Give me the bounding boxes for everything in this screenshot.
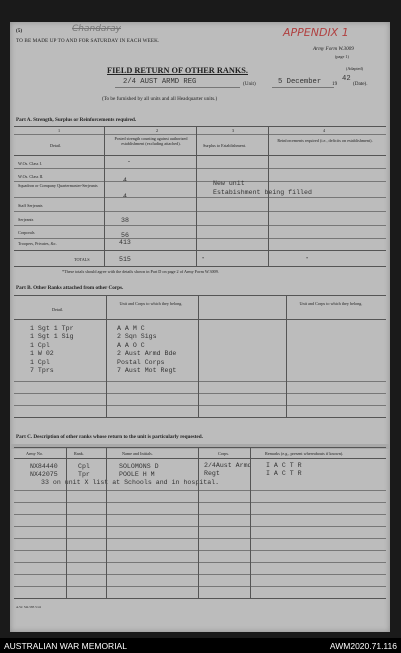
footer-accession-number: AWM2020.71.116 [329, 641, 397, 651]
form-title: FIELD RETURN OF OTHER RANKS. [107, 66, 248, 75]
unit-name: 2/4 AUST ARMD REG [123, 78, 197, 86]
b-unit-list [117, 325, 176, 375]
part-a-title: Part A. Strength, Surplus or Reinforcements required. [16, 117, 137, 123]
serial-number: (5) [16, 28, 23, 34]
row-strength-wo1: - [127, 158, 131, 165]
totals-value: 515 [119, 256, 131, 263]
adapted-label: (Adapted) [346, 66, 363, 71]
col-header-surplus: Surplus to Establishment. [203, 143, 246, 148]
row-detail-staff-sjt: Staff Serjeants [18, 203, 43, 208]
c-row-1-rank: Cpl [78, 463, 90, 470]
b-detail-line: 1 Sgt 1 Tpr [30, 325, 74, 332]
row-strength-cpl: 56 [121, 232, 129, 239]
b-unit-line: A A M C [117, 325, 145, 332]
footer-institution: AUSTRALIAN WAR MEMORIAL [4, 641, 127, 651]
form-number: Army Form W.3009 [313, 46, 354, 52]
b-unit-line: 2 Sqn Sigs [117, 333, 157, 341]
row-detail-troopers: Troopers, Privates, &c. [18, 241, 57, 246]
surplus-note-2: Estabishment being filled [213, 189, 312, 196]
row-strength-cqms: 4 [123, 193, 127, 200]
return-date: 5 December [278, 78, 322, 86]
row-detail-wo1: W.Os. Class I. [18, 161, 42, 166]
totals-label: TOTALS [74, 257, 90, 262]
c-row-2-corps: Regt [204, 470, 220, 477]
row-strength-troopers: 413 [119, 239, 131, 246]
c-col-remarks: Remarks (e.g., present whereabouts if known). [265, 451, 344, 456]
col-number-2: 2 [156, 128, 159, 133]
c-row-2-name: POOLE H M [119, 471, 155, 478]
crossed-handwriting: Chandaray [72, 24, 121, 34]
furnished-note: (To be furnished by all units and all Headquarter units.) [102, 96, 218, 102]
b-detail-line: 1 Sgt 1 Sig [30, 333, 74, 341]
c-row-1-army-no: NX84440 [30, 463, 58, 470]
appendix-label: APPENDIX 1 [283, 26, 349, 39]
c-row-1-remarks: I A C T R [266, 462, 302, 469]
col-header-reinforcements: Reinforcements required (i.e., deficits on establishment). [277, 138, 373, 143]
row-detail-cqms: Squadron or Company Quartermaster-Serjeants [18, 183, 98, 188]
c-row-2-army-no: NX42075 [30, 471, 58, 478]
b-unit-line: 7 Aust Mot Regt [117, 367, 177, 375]
c-note: 33 on unit X list at Schools and in hospital. [41, 479, 220, 486]
c-row-2-remarks: I A C T R [266, 470, 302, 477]
unit-label: (Unit) [243, 81, 256, 87]
col-number-3: 3 [232, 128, 235, 133]
c-col-army-no: Army No. [26, 451, 43, 456]
row-detail-sjt: Serjeants [18, 217, 34, 222]
c-row-1-corps: 2/4Aust Armd [204, 462, 252, 469]
b-detail-list [30, 325, 74, 375]
form-page: (5) Chandaray APPENDIX 1 TO BE MADE UP TO AND FOR SATURDAY IN EACH WEEK. Army Form W.3009 (page 1) (Adapted) FIELD RETURN OF OTHER RANKS. 2/4 AUST ARMD REG (Unit) 5 December 19 42 (Date). (To be furnished by all units and all Headquarter units.) Part A. Strength, Surplus or Reinforcements required. 1 2 3 4 Detail. Posted strength counting against authorized establishment (excluding attached). Surplus to Establishment. Reinforcements required (i.e., deficits on establishment). W.Os. Class I. - W.Os. Class II. 4 Squadron or Company Quartermaster-Serjeants 4 Staff Serjeants Serjeants 38 Corporals 56 Troopers, Privates, &c. 413 TOTALS 515 * * *These totals should agree with the details shown in Part D on page 2 of Army Form W.3009. New unit Estabishment being filled Part B. Other Ranks attached from other Corps. Detail. Unit and Corps to which they belong. Unit and Corps to which they belong. 1 Sgt 1 Tpr 1 Sgt 1 Sig 1 Cpl 1 W 02 1 Cpl 7 Tprs A A M C 2 Sqn Sigs A A O C 2 Aust Armd Bde Postal Corps 7 Aust Mot Regt Part C. Description of other ranks whose return to the unit is particularly requested. Army No. Rank. Name and Initials. Corps. Remarks (e.g., present whereabouts if known). NX84440 Cpl SOLOMONS D 2/4Aust Armd I A C T R NX42075 Tpr POOLE H M Regt I A C T R 33 on unit X list at Schools and in hospital. A.W. Sm 583 5/41 [10, 22, 390, 632]
c-col-name: Name and Initials. [122, 451, 153, 456]
b-unit-line: A A O C [117, 341, 145, 349]
surplus-note-1: New unit [213, 180, 245, 187]
archive-footer [0, 638, 401, 653]
date-label: (Date). [353, 81, 368, 87]
part-c-title: Part C. Description of other ranks whose return to the unit is particularly requested. [16, 434, 203, 440]
col-header-detail: Detail. [50, 143, 62, 148]
page-label: (page 1) [335, 54, 349, 59]
b-col-unit-2: Unit and Corps to which they belong. [299, 301, 363, 306]
b-unit-line: Postal Corps [117, 358, 165, 366]
return-year: 42 [342, 75, 351, 83]
c-row-2-rank: Tpr [78, 471, 90, 478]
totals-footnote: *These totals should agree with the details shown in Part D on page 2 of Army Form W.3009. [62, 269, 219, 274]
row-detail-wo2: W.Os. Class II. [18, 174, 44, 179]
col-number-1: 1 [58, 128, 61, 133]
c-col-corps: Corps. [218, 451, 230, 456]
col-header-strength: Posted strength counting against authorized establishment (excluding attached). [114, 136, 188, 146]
b-detail-line: 7 Tprs [30, 367, 54, 375]
b-unit-line: 2 Aust Armd Bde [117, 350, 177, 358]
c-col-rank: Rank. [74, 451, 84, 456]
b-col-detail: Detail. [52, 307, 64, 312]
b-col-unit: Unit and Corps to which they belong. [119, 301, 183, 306]
row-detail-cpl: Corporals [18, 230, 35, 235]
col-number-4: 4 [323, 128, 326, 133]
b-detail-line: 1 W 02 [30, 350, 54, 358]
b-detail-line: 1 Cpl [30, 358, 50, 366]
make-up-line: TO BE MADE UP TO AND FOR SATURDAY IN EACH WEEK. [16, 38, 160, 44]
part-b-title: Part B. Other Ranks attached from other Corps. [16, 285, 124, 291]
c-row-1-name: SOLOMONS D [119, 463, 159, 470]
row-strength-sjt: 38 [121, 217, 129, 224]
year-prefix: 19 [332, 81, 338, 87]
printer-mark: A.W. Sm 583 5/41 [16, 605, 42, 609]
row-strength-wo2: 4 [123, 177, 127, 184]
b-detail-line: 1 Cpl [30, 341, 50, 349]
